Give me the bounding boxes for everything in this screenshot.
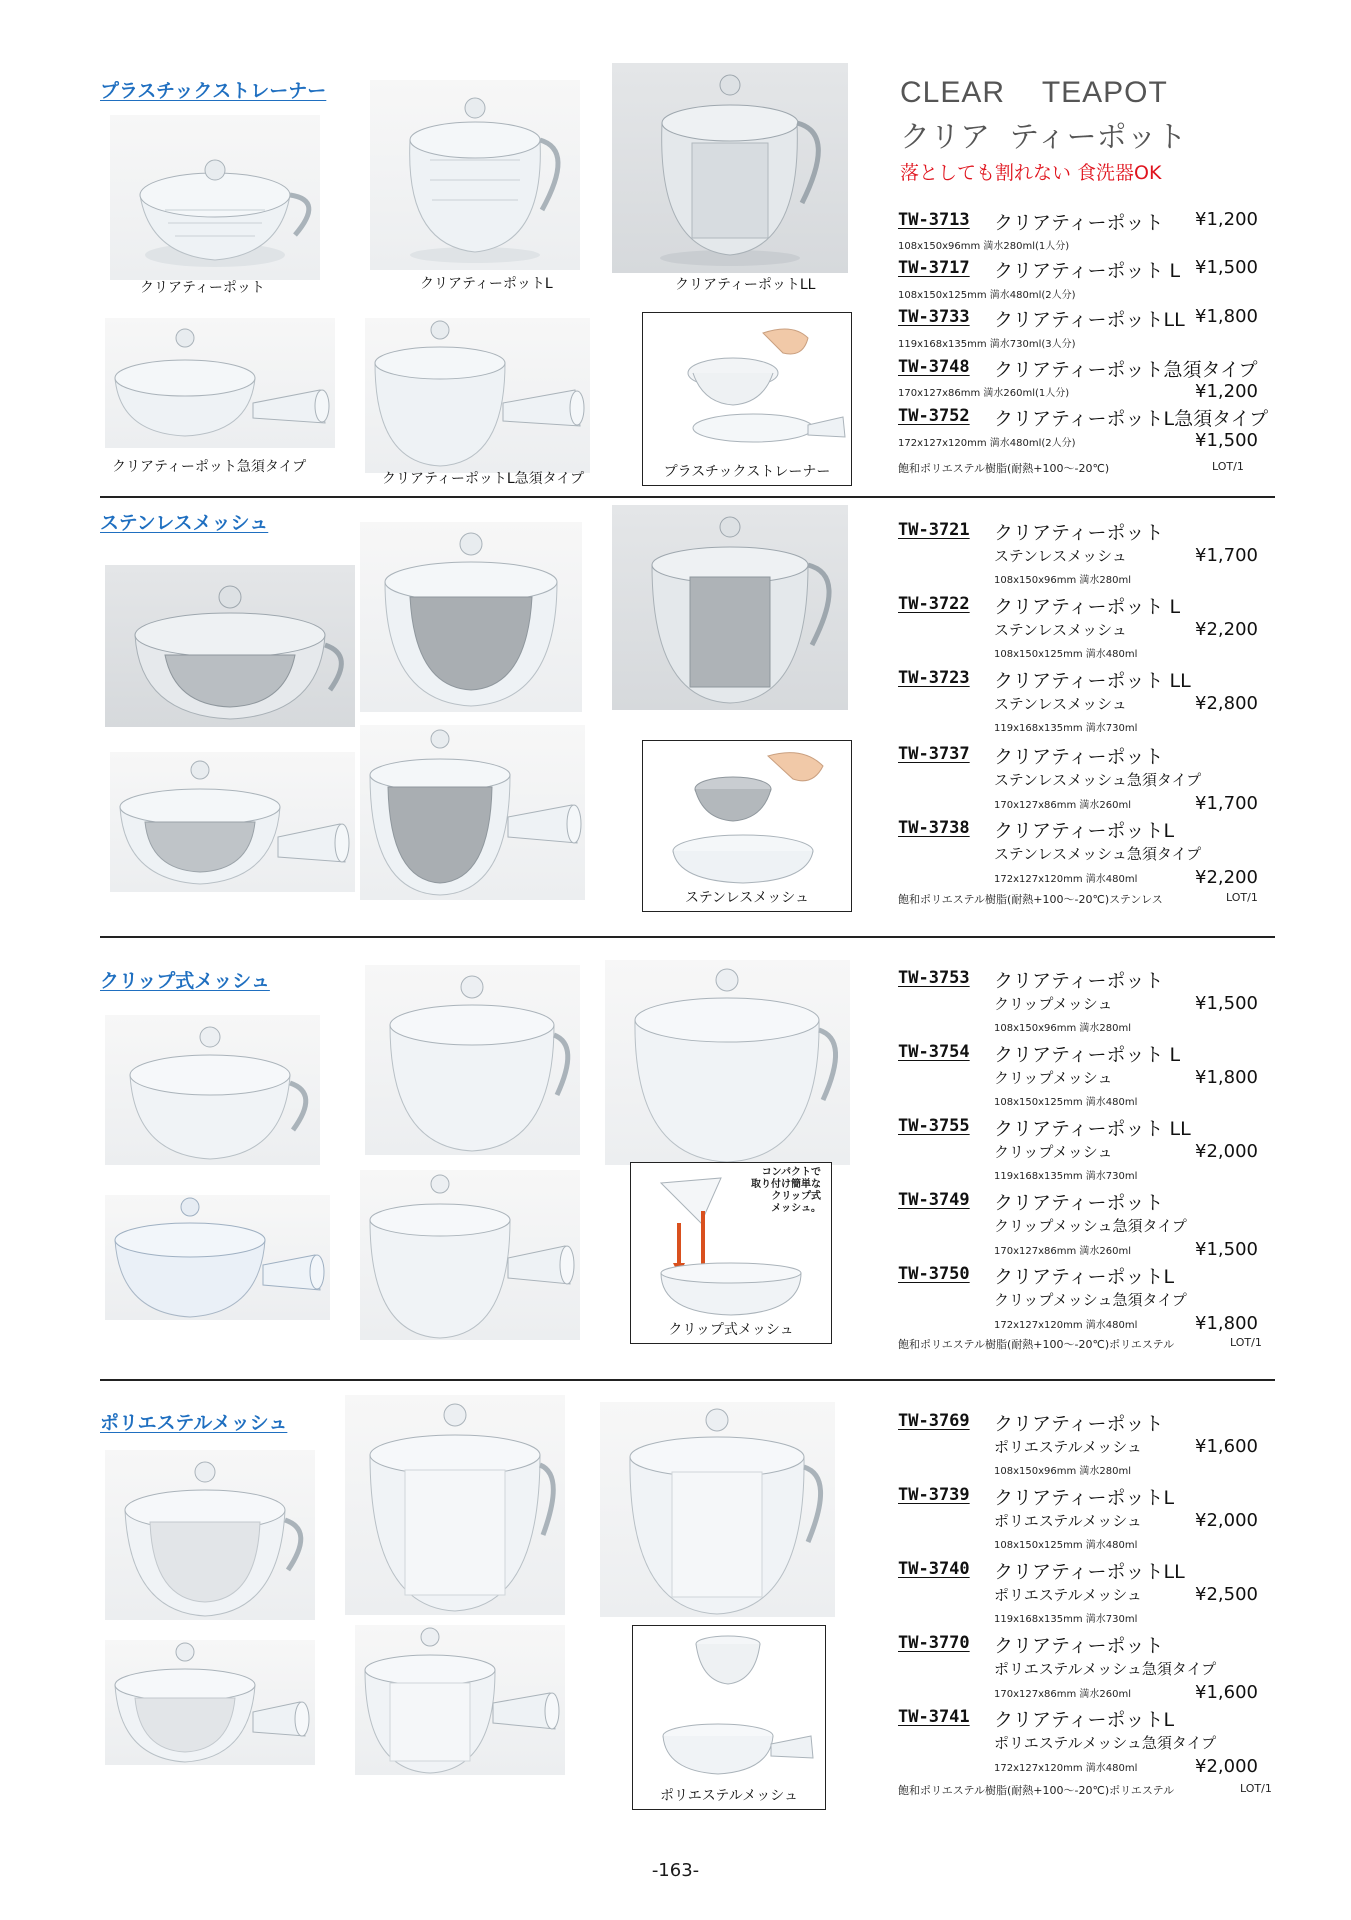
material-note: 飽和ポリエステル樹脂(耐熱+100～-20℃)ポリエステル [898, 1784, 1175, 1797]
product-subtype: ポリエステルメッシュ [994, 1438, 1142, 1456]
product-subtype: ステンレスメッシュ急須タイプ [994, 845, 1202, 863]
product-name: クリアティーポット [994, 746, 1164, 768]
product-spec: 108x150x96mm 満水280ml [994, 1466, 1132, 1477]
product-name: クリアティーポットLL [994, 1561, 1185, 1583]
product-name: クリアティーポット急須タイプ [994, 359, 1258, 381]
product-photo [365, 965, 580, 1155]
page-number: -163- [651, 1860, 700, 1881]
divider [100, 496, 1275, 498]
product-photo [360, 725, 585, 900]
product-spec: 172x127x120mm 満水480ml(2人分) [898, 438, 1076, 449]
product-spec: 172x127x120mm 満水480ml [994, 1763, 1138, 1774]
caption: ポリエステルメッシュ [659, 1788, 799, 1804]
product-photo [612, 63, 848, 273]
product-name: クリアティーポットL [994, 1487, 1175, 1509]
caption: ステンレスメッシュ [685, 890, 809, 906]
product-price: ¥1,500 [1195, 257, 1258, 278]
product-price: ¥1,700 [1195, 545, 1258, 566]
caption: クリアティーポット [140, 280, 265, 296]
product-name: クリアティーポット LL [994, 670, 1191, 692]
product-spec: 119x168x135mm 満水730ml(3人分) [898, 339, 1076, 350]
material-note: 飽和ポリエステル樹脂(耐熱+100～-20℃) [898, 462, 1110, 475]
product-code: TW-3741 [898, 1707, 970, 1727]
product-name: クリアティーポットL [994, 1266, 1175, 1288]
product-code: TW-3740 [898, 1559, 970, 1579]
strainer-inset-box [642, 312, 852, 486]
product-code: TW-3733 [898, 307, 970, 327]
product-code: TW-3737 [898, 744, 970, 764]
product-photo [365, 318, 590, 473]
lot-label: LOT/1 [1230, 1336, 1262, 1349]
product-photo [105, 1015, 320, 1165]
section-title-polyester: ポリエステルメッシュ [100, 1412, 288, 1434]
product-spec: 170x127x86mm 満水260ml [994, 1689, 1132, 1700]
caption: クリアティーポットL急須タイプ [382, 471, 584, 487]
product-price: ¥2,200 [1195, 619, 1258, 640]
product-code: TW-3721 [898, 520, 970, 540]
product-spec: 172x127x120mm 満水480ml [994, 874, 1138, 885]
product-code: TW-3713 [898, 210, 970, 230]
product-name: クリアティーポット LL [994, 1118, 1191, 1140]
section-title-clip: クリップ式メッシュ [100, 970, 270, 992]
product-price: ¥1,700 [1195, 793, 1258, 814]
product-spec: 108x150x125mm 満水480ml [994, 649, 1138, 660]
product-subtype: ステンレスメッシュ [994, 547, 1127, 565]
product-spec: 172x127x120mm 満水480ml [994, 1320, 1138, 1331]
product-price: ¥1,600 [1195, 1682, 1258, 1703]
product-photo [105, 318, 335, 448]
page-title-jp: クリア ティーポット [900, 120, 1187, 155]
caption: クリアティーポットLL [675, 277, 816, 293]
product-name: クリアティーポットL [994, 1709, 1175, 1731]
product-price: ¥1,800 [1195, 1067, 1258, 1088]
product-subtype: クリップメッシュ [994, 995, 1113, 1013]
polyester-inset-box [632, 1625, 826, 1810]
product-name: クリアティーポット [994, 1192, 1164, 1214]
product-subtype: ステンレスメッシュ急須タイプ [994, 771, 1202, 789]
product-spec: 170x127x86mm 満水260ml [994, 1246, 1132, 1257]
product-photo [105, 1450, 315, 1620]
section-title-stainless: ステンレスメッシュ [100, 512, 269, 534]
product-code: TW-3753 [898, 968, 970, 988]
product-photo [600, 1402, 835, 1617]
product-price: ¥1,800 [1195, 306, 1258, 327]
product-name: クリアティーポット [994, 522, 1164, 544]
product-name: クリアティーポット L [994, 596, 1181, 618]
product-photo [370, 80, 580, 270]
product-photo [105, 1640, 315, 1765]
product-name: クリアティーポット [994, 212, 1164, 234]
product-price: ¥2,200 [1195, 867, 1258, 888]
lot-label: LOT/1 [1240, 1782, 1272, 1795]
product-spec: 170x127x86mm 満水260ml(1人分) [898, 388, 1070, 399]
divider [100, 936, 1275, 938]
caption: クリアティーポットL [420, 276, 553, 292]
lot-label: LOT/1 [1212, 460, 1244, 473]
caption: プラスチックストレーナー [663, 464, 831, 480]
product-subtype: ポリエステルメッシュ急須タイプ [994, 1734, 1217, 1752]
material-note: 飽和ポリエステル樹脂(耐熱+100～-20℃)ポリエステル [898, 1338, 1175, 1351]
product-photo [110, 115, 320, 280]
product-photo [612, 505, 848, 710]
product-spec: 108x150x96mm 満水280ml [994, 1023, 1132, 1034]
product-code: TW-3722 [898, 594, 970, 614]
caption: クリアティーポット急須タイプ [112, 459, 307, 475]
product-price: ¥2,000 [1195, 1510, 1258, 1531]
product-photo [105, 1195, 330, 1320]
product-name: クリアティーポット L [994, 1044, 1181, 1066]
product-code: TW-3769 [898, 1411, 970, 1431]
product-subtype: ポリエステルメッシュ [994, 1512, 1142, 1530]
product-price: ¥1,200 [1195, 209, 1258, 230]
product-code: TW-3748 [898, 357, 970, 377]
product-price: ¥2,000 [1195, 1756, 1258, 1777]
product-photo [355, 1625, 565, 1775]
product-price: ¥1,800 [1195, 1313, 1258, 1334]
product-subtype: ポリエステルメッシュ [994, 1586, 1142, 1604]
product-price: ¥2,000 [1195, 1141, 1258, 1162]
product-name: クリアティーポットLL [994, 309, 1185, 331]
product-photo [605, 960, 850, 1165]
product-spec: 119x168x135mm 満水730ml [994, 1614, 1138, 1625]
product-spec: 108x150x96mm 満水280ml(1人分) [898, 241, 1070, 252]
product-subtype: クリップメッシュ [994, 1069, 1113, 1087]
product-code: TW-3750 [898, 1264, 970, 1284]
section-title-plastic: プラスチックストレーナー [100, 80, 327, 102]
product-spec: 108x150x125mm 満水480ml [994, 1540, 1138, 1551]
product-code: TW-3738 [898, 818, 970, 838]
product-spec: 108x150x125mm 満水480ml [994, 1097, 1138, 1108]
product-photo [110, 752, 355, 892]
product-name: クリアティーポット L [994, 260, 1181, 282]
product-code: TW-3755 [898, 1116, 970, 1136]
product-subtype: クリップメッシュ急須タイプ [994, 1217, 1187, 1235]
product-code: TW-3717 [898, 258, 970, 278]
product-subtype: ステンレスメッシュ [994, 621, 1127, 639]
product-photo [360, 522, 582, 712]
product-subtype: ポリエステルメッシュ急須タイプ [994, 1660, 1217, 1678]
product-code: TW-3749 [898, 1190, 970, 1210]
product-name: クリアティーポットL [994, 820, 1175, 842]
product-spec: 170x127x86mm 満水260ml [994, 800, 1132, 811]
product-price: ¥1,500 [1195, 993, 1258, 1014]
product-name: クリアティーポット [994, 1635, 1164, 1657]
product-code: TW-3752 [898, 406, 970, 426]
product-code: TW-3723 [898, 668, 970, 688]
product-price: ¥1,200 [1195, 381, 1258, 402]
product-subtype: クリップメッシュ [994, 1143, 1113, 1161]
product-spec: 119x168x135mm 満水730ml [994, 1171, 1138, 1182]
product-price: ¥1,600 [1195, 1436, 1258, 1457]
product-name: クリアティーポットL急須タイプ [994, 408, 1269, 430]
product-price: ¥2,800 [1195, 693, 1258, 714]
tagline: 落としても割れない 食洗器OK [900, 162, 1162, 184]
product-spec: 108x150x125mm 満水480ml(2人分) [898, 290, 1076, 301]
product-code: TW-3770 [898, 1633, 970, 1653]
inset-text: コンパクトで 取り付け簡単な クリップ式 メッシュ。 [751, 1167, 821, 1214]
product-name: クリアティーポット [994, 970, 1164, 992]
lot-label: LOT/1 [1226, 891, 1258, 904]
product-price: ¥1,500 [1195, 1239, 1258, 1260]
product-spec: 119x168x135mm 満水730ml [994, 723, 1138, 734]
product-name: クリアティーポット [994, 1413, 1164, 1435]
divider [100, 1379, 1275, 1381]
product-photo [105, 565, 355, 727]
product-price: ¥1,500 [1195, 430, 1258, 451]
product-code: TW-3739 [898, 1485, 970, 1505]
product-photo [360, 1170, 580, 1340]
clip-inset-box [630, 1162, 832, 1344]
product-photo [345, 1395, 565, 1615]
page-title-en: CLEAR TEAPOT [900, 76, 1168, 109]
product-code: TW-3754 [898, 1042, 970, 1062]
stainless-inset-box [642, 740, 852, 912]
material-note: 飽和ポリエステル樹脂(耐熱+100～-20℃)ステンレス [898, 893, 1163, 906]
product-subtype: ステンレスメッシュ [994, 695, 1127, 713]
product-subtype: クリップメッシュ急須タイプ [994, 1291, 1187, 1309]
product-price: ¥2,500 [1195, 1584, 1258, 1605]
product-spec: 108x150x96mm 満水280ml [994, 575, 1132, 586]
caption: クリップ式メッシュ [668, 1322, 794, 1338]
